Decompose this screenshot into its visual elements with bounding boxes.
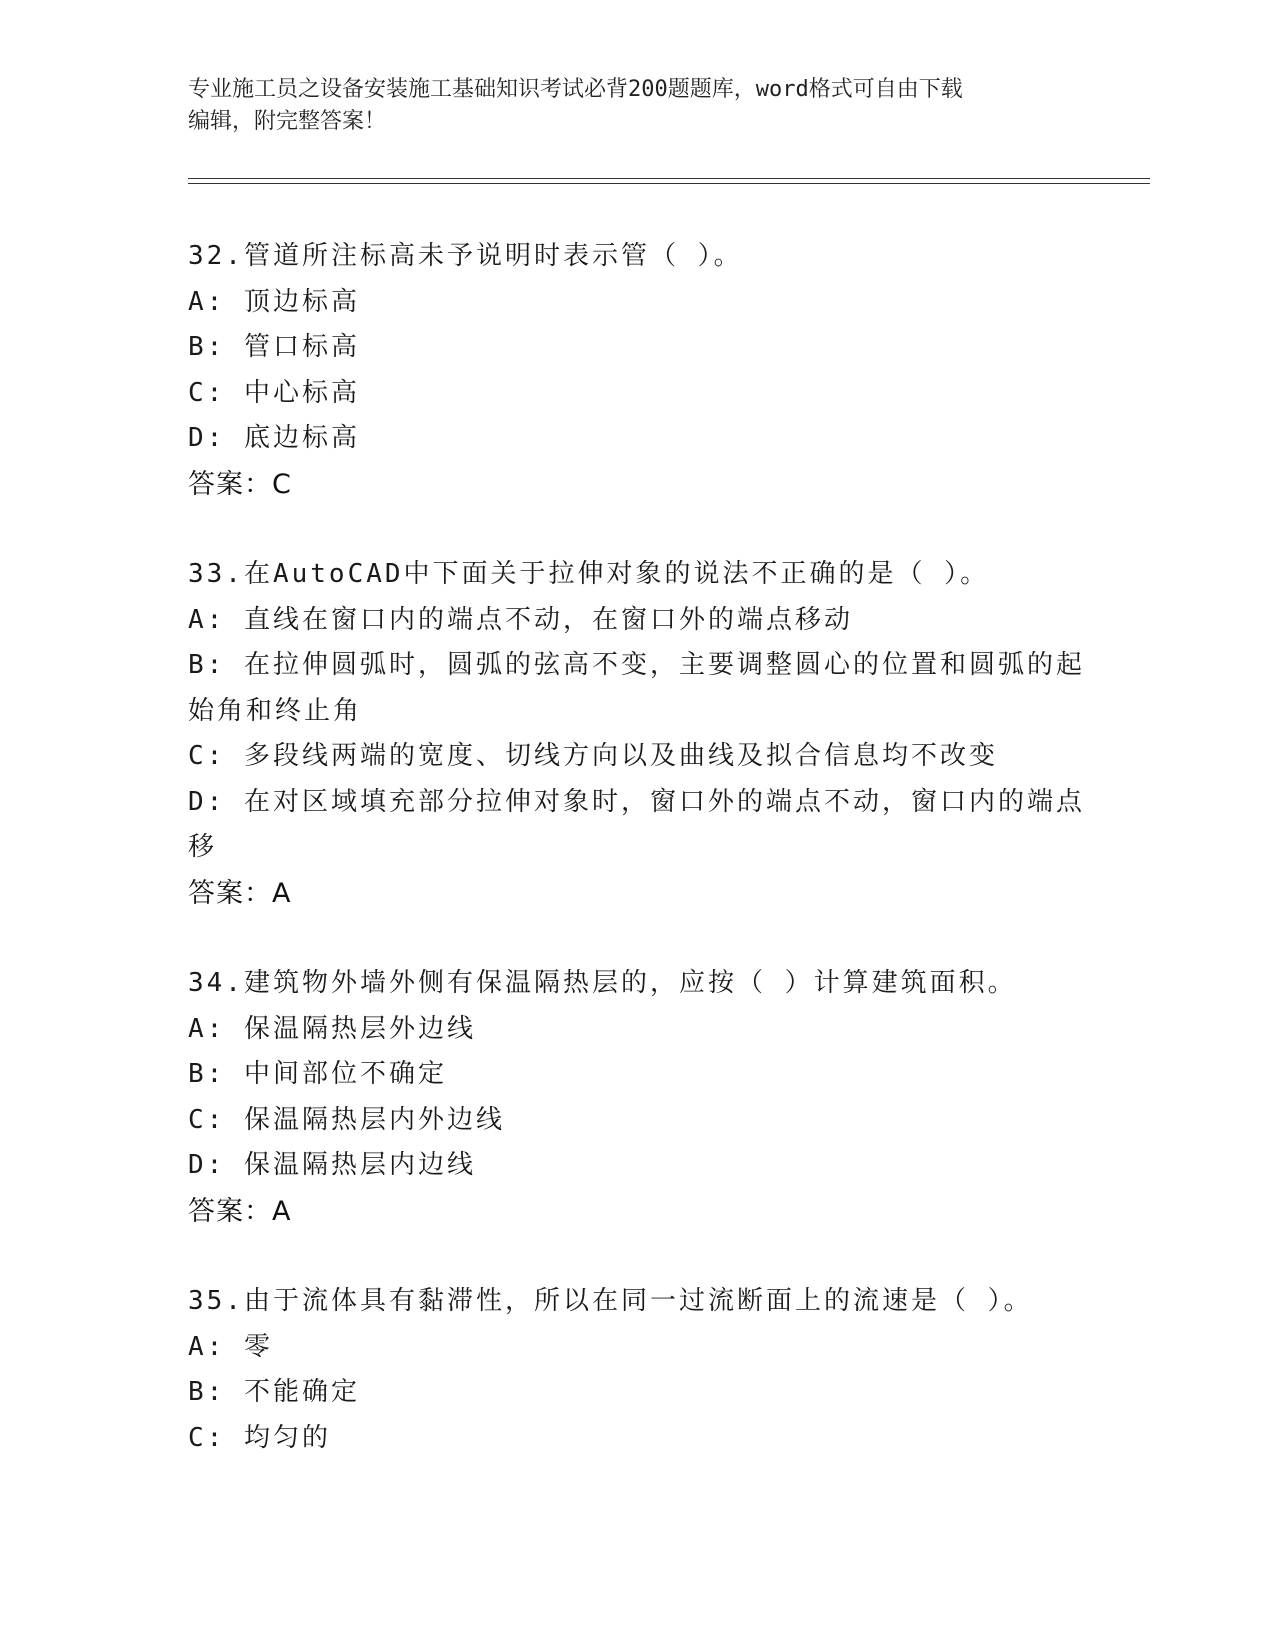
option-c <box>188 371 1088 417</box>
option-text: 在拉伸圆弧时，圆弧的弦高不变，主要调整圆心的位置和圆弧的起始角和终止角 <box>188 650 1085 726</box>
option-letter: B: <box>188 332 226 362</box>
option-text: 直线在窗口内的端点不动，在窗口外的端点移动 <box>243 604 853 635</box>
option-text: 保温隔热层内外边线 <box>243 1104 505 1135</box>
option-a <box>188 280 1088 326</box>
option-letter: A: <box>188 1013 226 1044</box>
option-d <box>188 416 1088 462</box>
option-text: 均匀的 <box>243 1422 331 1453</box>
option-letter: B: <box>188 650 226 680</box>
option-letter: A: <box>188 604 226 635</box>
option-letter: C: <box>188 377 226 408</box>
option-text: 中心标高 <box>243 377 360 408</box>
option-b <box>188 643 1088 734</box>
option-letter: A: <box>188 286 226 317</box>
document-header <box>188 74 1088 138</box>
option-letter: B: <box>188 1059 226 1089</box>
option-text: 保温隔热层外边线 <box>243 1013 476 1044</box>
answer-line: 答案：C <box>188 468 292 500</box>
option-text: 底边标高 <box>243 423 360 453</box>
option-c <box>188 1416 1088 1462</box>
header-divider-bottom <box>188 183 1150 184</box>
question-32 <box>188 234 1088 507</box>
answer-line: 答案：A <box>188 877 292 909</box>
question-stem: 34.建筑物外墙外侧有保温隔热层的，应按（ ）计算建筑面积。 <box>188 968 1017 998</box>
option-text: 顶边标高 <box>243 286 360 317</box>
option-b <box>188 1052 1088 1098</box>
option-text: 管口标高 <box>243 332 360 362</box>
option-a <box>188 1007 1088 1053</box>
option-b <box>188 1370 1088 1416</box>
option-text: 多段线两端的宽度、切线方向以及曲线及拟合信息均不改变 <box>243 741 998 771</box>
question-list <box>188 234 1088 1506</box>
option-letter: D: <box>188 1150 226 1180</box>
option-letter: C: <box>188 1422 226 1453</box>
question-33 <box>188 552 1088 916</box>
option-b <box>188 325 1088 371</box>
option-a <box>188 598 1088 644</box>
option-c <box>188 734 1088 780</box>
option-text: 中间部位不确定 <box>243 1059 447 1089</box>
question-stem: 35.由于流体具有黏滞性，所以在同一过流断面上的流速是（ ）。 <box>188 1286 1033 1316</box>
question-stem: 33.在AutoCAD中下面关于拉伸对象的说法不正确的是（ ）。 <box>188 559 990 589</box>
question-35 <box>188 1279 1088 1461</box>
option-text: 不能确定 <box>243 1377 360 1407</box>
option-letter: A: <box>188 1331 226 1362</box>
option-d <box>188 1143 1088 1189</box>
option-letter: D: <box>188 423 226 453</box>
option-c <box>188 1098 1088 1144</box>
option-text: 在对区域填充部分拉伸对象时，窗口外的端点不动，窗口内的端点移 <box>188 786 1085 862</box>
option-letter: B: <box>188 1377 226 1407</box>
option-d <box>188 780 1088 871</box>
option-text: 保温隔热层内边线 <box>243 1150 476 1180</box>
question-34 <box>188 961 1088 1234</box>
answer-line: 答案：A <box>188 1195 292 1227</box>
option-text: 零 <box>243 1331 273 1362</box>
option-a <box>188 1325 1088 1371</box>
header-divider-top <box>188 178 1150 179</box>
option-letter: C: <box>188 1104 226 1135</box>
question-stem: 32.管道所注标高未予说明时表示管（ ）。 <box>188 241 743 271</box>
option-letter: C: <box>188 741 226 771</box>
option-letter: D: <box>188 786 226 817</box>
header-line-2: 编辑，附完整答案！ <box>188 109 387 134</box>
header-line-1: 专业施工员之设备安装施工基础知识考试必背200题题库，word格式可自由下载 <box>188 77 963 102</box>
